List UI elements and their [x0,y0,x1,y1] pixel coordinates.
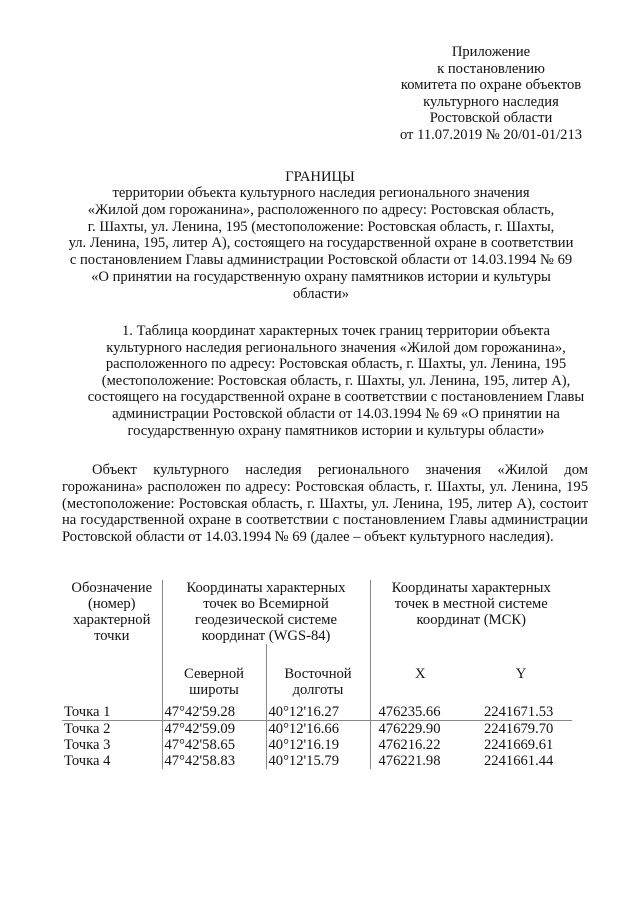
appendix-line: от 11.07.2019 № 20/01-01/213 [399,126,583,143]
appendix-line: комитета по охране объектов [400,77,582,94]
coordinates-table [62,580,572,769]
wgs-header: Координаты характерных точек во Всемирной геодезической системе координат (WGS-84) [162,580,370,644]
section-line: (местоположение: Ростовская область, г. Шахты, ул. Ленина, 195, литер А), [101,372,571,389]
section-line: государственную охрану памятников истории и культуры области» [127,422,545,439]
y-header: Y [515,666,527,682]
subtitle-line: территории объекта культурного наследия регионального значения [112,185,530,201]
y-cell: 2241671.53 [484,704,554,720]
longitude-cell: 40°12'16.66 [266,721,370,738]
y-cell: 2241661.44 [484,753,554,769]
table-row [62,721,572,738]
longitude-cell: 40°12'15.79 [266,753,370,769]
section-line: состоящего на государственной охране в соответствии с постановлением Главы [87,389,585,406]
document-title: ГРАНИЦЫ [285,169,355,185]
x-cell: 476229.90 [370,721,470,738]
subtitle-line: ул. Ленина, 195, литер А), состоящего на государственной охране в соответствии [68,235,574,252]
latitude-cell: 47°42'59.09 [162,721,266,738]
document-subtitle [52,185,590,303]
point-column-header: Обозначение (номер) характерной точки [71,580,153,644]
section-line: 1. Таблица координат характерных точек границ территории объекта [121,323,550,339]
section-line: администрации Ростовской области от 14.03.1994 № 69 «О принятии на [112,405,560,422]
table-header-row [62,580,572,644]
point-cell: Точка 4 [64,753,111,769]
section-line: расположенного по адресу: Ростовская область, г. Шахты, ул. Ленина, 195 [105,356,567,373]
body-paragraph: Объект культурного наследия регионального значения «Жилой дом горожанина» расположен по адресу: Ростовская область, г. Шахты, ул. Ленина, 195 (местоположение: Ростовская область, г. Шахты, ул. Ленина, 195, литер А), состоит на государственной охране в соответствии с постановлением Главы администрации Ростовской области от 14.03.1994 № 69 (далее – объект культурного наследия). [62,462,588,546]
subtitle-line: с постановлением Главы администрации Ростовской области от 14.03.1994 № 69 [69,252,573,269]
point-cell: Точка 1 [64,704,111,720]
longitude-cell: 40°12'16.27 [266,704,370,721]
north-latitude-header: Северной широты [162,644,266,704]
table-row [62,753,572,769]
x-cell: 476235.66 [370,704,470,721]
appendix-header [396,44,586,144]
appendix-line: Приложение [451,44,531,60]
appendix-line: к постановлению [437,60,545,77]
subtitle-line: г. Шахты, ул. Ленина, 195 (местоположение: Ростовская область, г. Шахты, [87,218,555,235]
latitude-cell: 47°42'59.28 [162,704,266,721]
longitude-cell: 40°12'16.19 [266,737,370,753]
y-cell: 2241679.70 [470,721,572,738]
point-cell: Точка 2 [62,721,162,738]
section-line: культурного наследия регионального значения «Жилой дом горожанина», [106,339,566,356]
table-row [62,704,572,721]
appendix-line: культурного наследия [423,93,559,110]
point-cell: Точка 3 [64,737,111,753]
subtitle-line: области» [292,285,350,302]
latitude-cell: 47°42'58.83 [162,753,266,769]
latitude-cell: 47°42'58.65 [162,737,266,753]
msk-header: Координаты характерных точек в местной системе координат (МСК) [370,580,572,644]
east-longitude-header: Восточной долготы [266,644,370,704]
x-cell: 476216.22 [370,737,470,753]
x-header: X [370,644,470,704]
table-row [62,737,572,753]
subtitle-line: «Жилой дом горожанина», расположенного по адресу: Ростовская область, [87,201,555,218]
section-heading [66,323,606,439]
appendix-line: Ростовской области [429,110,553,127]
y-cell: 2241669.61 [484,737,554,753]
x-cell: 476221.98 [370,753,470,769]
subtitle-line: «О принятии на государственную охрану памятников истории и культуры [91,268,551,285]
